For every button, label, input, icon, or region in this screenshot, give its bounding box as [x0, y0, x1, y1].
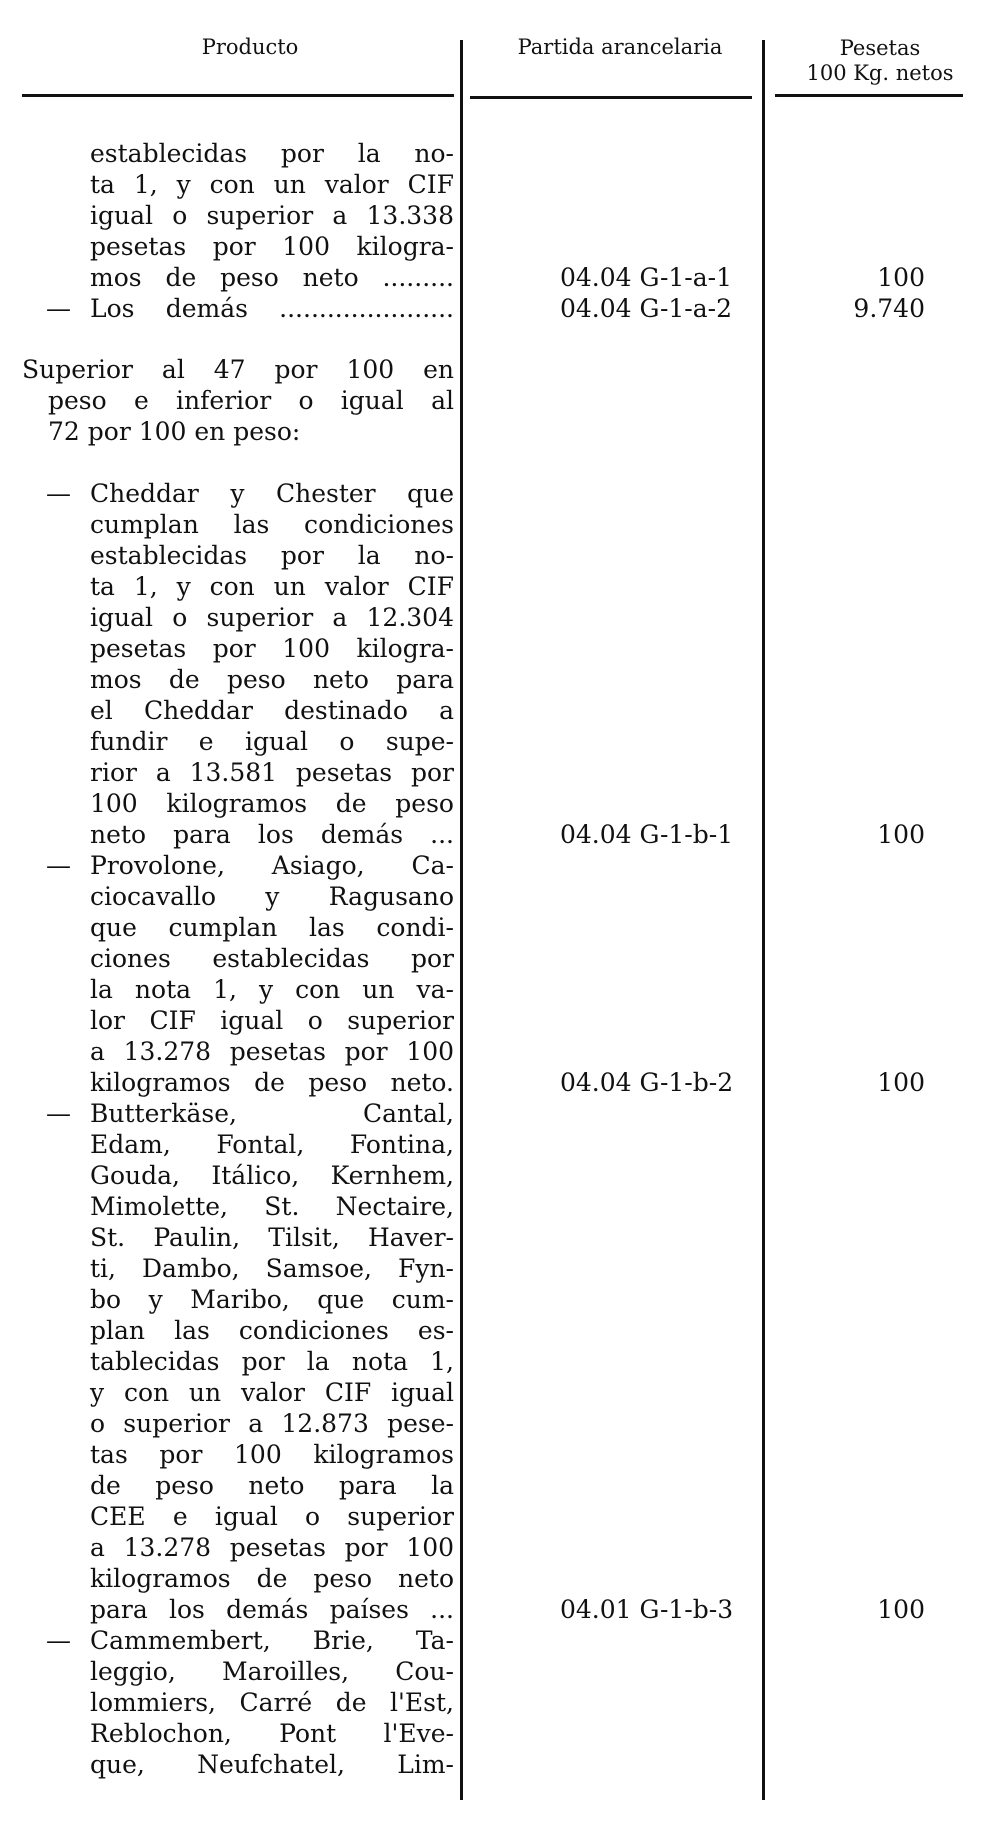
product-line: lor CIF igual o superior	[90, 1006, 454, 1035]
product-heading-line: peso e inferior o igual al	[48, 386, 454, 415]
header-rule-pesetas	[775, 94, 963, 97]
item-dash: —	[46, 1626, 71, 1655]
partida-code: 04.01 G-1-b-3	[560, 1595, 734, 1624]
product-line: Reblochon, Pont l'Eve-	[90, 1719, 454, 1748]
product-line: ciones establecidas por	[90, 944, 454, 973]
product-line: establecidas por la no-	[90, 139, 454, 168]
header-pesetas	[780, 36, 980, 86]
product-line: ciocavallo y Ragusano	[90, 882, 454, 911]
item-dash: —	[46, 479, 71, 508]
item-dash: —	[46, 851, 71, 880]
header-pesetas-line2: 100 Kg. netos	[806, 61, 954, 85]
pesetas-value: 100	[877, 1068, 925, 1097]
product-line: kilogramos de peso neto	[90, 1564, 454, 1593]
pesetas-value: 100	[877, 1595, 925, 1624]
product-line: mos de peso neto .........	[90, 263, 454, 292]
product-line: Provolone, Asiago, Ca-	[90, 851, 454, 880]
product-line: y con un valor CIF igual	[90, 1378, 454, 1407]
pesetas-value: 100	[877, 263, 925, 292]
header-partida-arancelaria: Partida arancelaria	[517, 35, 723, 59]
pesetas-value: 100	[877, 820, 925, 849]
product-heading-line: Superior al 47 por 100 en	[22, 355, 454, 384]
product-line: cumplan las condiciones	[90, 510, 454, 539]
column-divider-right	[762, 40, 765, 1800]
product-line: Los demás ......................	[90, 294, 454, 323]
product-line: leggio, Maroilles, Cou-	[90, 1657, 454, 1686]
pesetas-value: 9.740	[853, 294, 925, 323]
product-line: CEE e igual o superior	[90, 1502, 454, 1531]
product-line: 100 kilogramos de peso	[90, 789, 454, 818]
product-line: de peso neto para la	[90, 1471, 454, 1500]
product-line: a 13.278 pesetas por 100	[90, 1533, 454, 1562]
product-line: la nota 1, y con un va-	[90, 975, 454, 1004]
product-line: el Cheddar destinado a	[90, 696, 454, 725]
column-divider-left	[460, 40, 463, 1800]
partida-code: 04.04 G-1-b-1	[560, 820, 734, 849]
product-heading-line: 72 por 100 en peso:	[48, 417, 301, 446]
header-pesetas-line1: Pesetas	[839, 36, 921, 60]
product-line: igual o superior a 12.304	[90, 603, 454, 632]
product-line: bo y Maribo, que cum-	[90, 1285, 454, 1314]
item-dash: —	[46, 1099, 71, 1128]
product-line: pesetas por 100 kilogra-	[90, 232, 454, 261]
product-line: Cheddar y Chester que	[90, 479, 454, 508]
product-line: St. Paulin, Tilsit, Haver-	[90, 1223, 454, 1252]
product-line: plan las condiciones es-	[90, 1316, 454, 1345]
product-line: rior a 13.581 pesetas por	[90, 758, 454, 787]
partida-code: 04.04 G-1-a-2	[560, 294, 733, 323]
header-rule-product	[22, 94, 454, 97]
product-line: establecidas por la no-	[90, 541, 454, 570]
product-line: pesetas por 100 kilogra-	[90, 634, 454, 663]
product-line: igual o superior a 13.338	[90, 201, 454, 230]
item-dash: —	[46, 294, 71, 323]
product-line: a 13.278 pesetas por 100	[90, 1037, 454, 1066]
product-line: mos de peso neto para	[90, 665, 454, 694]
partida-code: 04.04 G-1-b-2	[560, 1068, 734, 1097]
product-line: Cammembert, Brie, Ta-	[90, 1626, 454, 1655]
product-line: lommiers, Carré de l'Est,	[90, 1688, 454, 1717]
product-line: que cumplan las condi-	[90, 913, 454, 942]
product-line: ta 1, y con un valor CIF	[90, 572, 454, 601]
header-producto: Producto	[201, 35, 299, 59]
partida-code: 04.04 G-1-a-1	[560, 263, 733, 292]
product-line: Butterkäse, Cantal,	[90, 1099, 454, 1128]
product-line: o superior a 12.873 pese-	[90, 1409, 454, 1438]
product-line: ta 1, y con un valor CIF	[90, 170, 454, 199]
product-line: para los demás países ...	[90, 1595, 454, 1624]
product-line: tablecidas por la nota 1,	[90, 1347, 454, 1376]
product-line: tas por 100 kilogramos	[90, 1440, 454, 1469]
product-line: neto para los demás ...	[90, 820, 454, 849]
header-rule-partida	[470, 96, 752, 99]
product-line: Edam, Fontal, Fontina,	[90, 1130, 454, 1159]
product-line: fundir e igual o supe-	[90, 727, 454, 756]
product-line: que, Neufchatel, Lim-	[90, 1750, 454, 1779]
product-line: Gouda, Itálico, Kernhem,	[90, 1161, 454, 1190]
product-line: Mimolette, St. Nectaire,	[90, 1192, 454, 1221]
product-line: kilogramos de peso neto.	[90, 1068, 454, 1097]
product-line: ti, Dambo, Samsoe, Fyn-	[90, 1254, 454, 1283]
